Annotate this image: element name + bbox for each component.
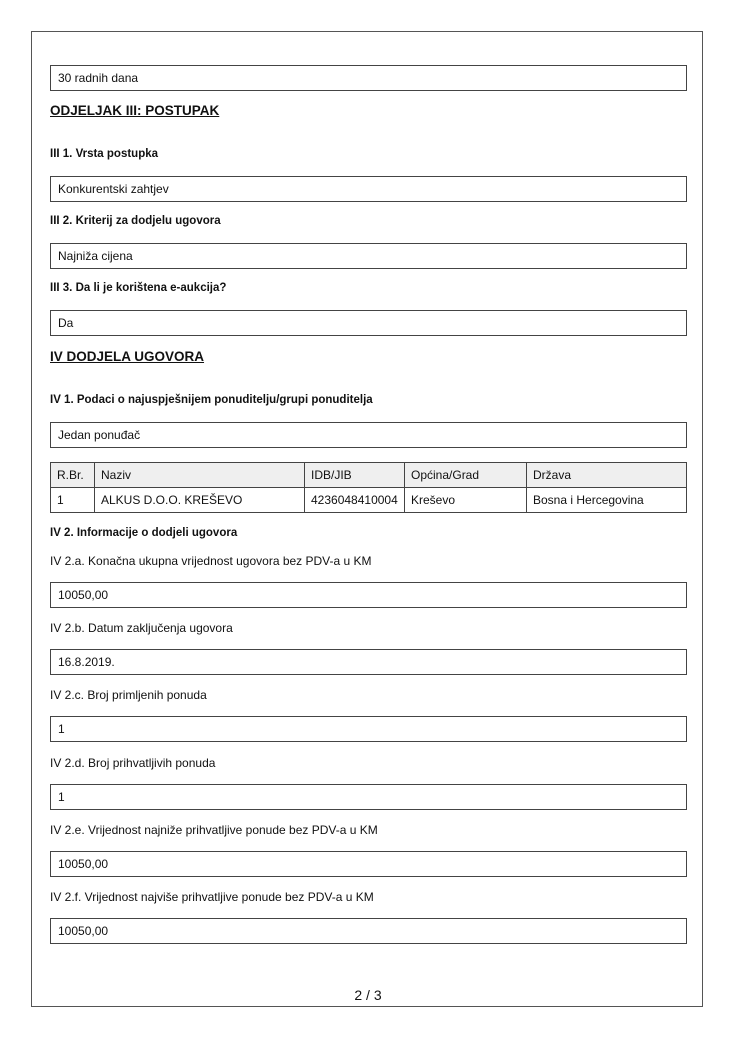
label-acceptable-bids: IV 2.d. Broj prihvatljivih ponuda [50,756,216,770]
label-procedure-type: III 1. Vrsta postupka [50,148,159,160]
section-heading-procedure: ODJELJAK III: POSTUPAK [50,103,220,118]
column-header: IDB/JIB [305,463,405,488]
field-value: 1 [58,790,65,804]
field-value: 10050,00 [58,588,109,602]
label-highest-bid: IV 2.f. Vrijednost najviše prihvatljive ponude bez PDV-a u KM [50,890,374,904]
label-award-info: IV 2. Informacije o dodjeli ugovora [50,527,238,539]
column-header: Općina/Grad [405,463,527,488]
table-header-row [51,463,687,488]
field-contract-date [50,649,687,675]
label-successful-bidder: IV 1. Podaci o najuspješnijem ponuditelju/grupi ponuditelja [50,394,373,406]
field-value: 16.8.2019. [58,655,115,669]
field-lowest-bid [50,851,687,877]
field-e-auction [50,310,687,336]
table-row [51,488,687,513]
section-heading-contract-award: IV DODJELA UGOVORA [50,349,205,364]
column-header: R.Br. [51,463,95,488]
label-contract-date: IV 2.b. Datum zaključenja ugovora [50,621,233,635]
table-cell: Bosna i Hercegovina [527,488,687,513]
label-award-criterion: III 2. Kriterij za dodjelu ugovora [50,215,221,227]
field-value: 1 [58,722,65,736]
field-value: 30 radnih dana [58,71,139,85]
field-value: 10050,00 [58,924,109,938]
label-e-auction: III 3. Da li je korištena e-aukcija? [50,282,227,294]
bidder-table [50,462,687,513]
field-acceptable-bids [50,784,687,810]
field-deadline [50,65,687,91]
column-header: Država [527,463,687,488]
table-cell: 1 [51,488,95,513]
field-value: 10050,00 [58,857,109,871]
field-received-bids [50,716,687,742]
label-lowest-bid: IV 2.e. Vrijednost najniže prihvatljive ponude bez PDV-a u KM [50,823,378,837]
field-award-criterion [50,243,687,269]
document-page [31,31,703,1007]
table-cell: ALKUS D.O.O. KREŠEVO [95,488,305,513]
table-cell: 4236048410004 [305,488,405,513]
field-value: Da [58,316,74,330]
label-final-value: IV 2.a. Konačna ukupna vrijednost ugovora bez PDV-a u KM [50,554,372,568]
field-procedure-type [50,176,687,202]
page-indicator: 2 / 3 [354,987,382,1003]
column-header: Naziv [95,463,305,488]
field-value: Konkurentski zahtjev [58,182,169,196]
field-bidder-type [50,422,687,448]
field-highest-bid [50,918,687,944]
table-cell: Kreševo [405,488,527,513]
label-received-bids: IV 2.c. Broj primljenih ponuda [50,688,207,702]
field-final-value [50,582,687,608]
field-value: Jedan ponuđač [58,428,141,442]
field-value: Najniža cijena [58,249,133,263]
